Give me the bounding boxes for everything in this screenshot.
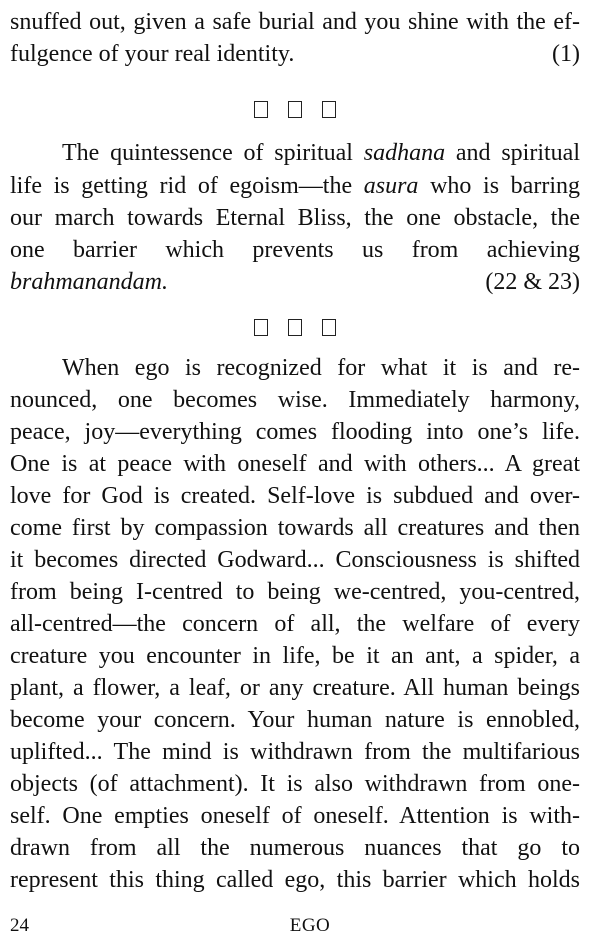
separator-box-icon	[254, 319, 268, 336]
separator-box-icon	[288, 319, 302, 336]
text-line	[10, 266, 580, 298]
text-line: plant, a flower, a leaf, or any creature. All human beings	[10, 675, 580, 701]
text-line: come first by compassion towards all creatures and then	[10, 515, 580, 541]
text-line: our march towards Eternal Bliss, the one obstacle, the	[10, 205, 580, 231]
text-line: one barrier which prevents us from achieving	[10, 237, 580, 263]
italic-term: brahmanandam.	[10, 269, 169, 295]
text-fragment: The quintessence of spiritual	[62, 140, 364, 166]
italic-term: asura	[363, 173, 419, 199]
text-line: peace, joy—everything comes flooding into one’s life.	[10, 419, 580, 445]
section-separator	[10, 96, 580, 120]
text-line: it becomes directed Godward... Consciousness is shifted	[10, 547, 580, 573]
text-line: When ego is recognized for what it is and re-	[62, 355, 580, 381]
section-separator	[10, 314, 580, 338]
separator-box-icon	[322, 319, 336, 336]
book-page	[10, 0, 580, 952]
separator-box-icon	[322, 101, 336, 118]
text-line: nounced, one becomes wise. Immediately harmony,	[10, 387, 580, 413]
separator-box-icon	[288, 101, 302, 118]
text-line: represent this thing called ego, this barrier which holds	[10, 867, 580, 893]
text-line: objects (of attachment). It is also withdrawn from one-	[10, 771, 580, 797]
reference-number: (22 & 23)	[485, 269, 580, 295]
page-number: 24	[10, 915, 29, 936]
text-line: love for God is created. Self-love is subdued and over-	[10, 483, 580, 509]
text-fragment: life is getting rid of egoism—the	[10, 173, 364, 199]
text-line: snuffed out, given a safe burial and you shine with the ef-	[10, 9, 580, 35]
text-line	[10, 38, 580, 70]
separator-box-icon	[254, 101, 268, 118]
text-line: become your concern. Your human nature is ennobled,	[10, 707, 580, 733]
running-title: EGO	[289, 915, 331, 936]
text-line-content: fulgence of your real identity.	[10, 41, 295, 67]
text-line: all-centred—the concern of all, the welfare of every	[10, 611, 580, 637]
text-fragment: who is barring	[418, 173, 580, 199]
text-line	[10, 170, 580, 202]
text-line: self. One empties oneself of oneself. Attention is with-	[10, 803, 580, 829]
text-fragment: and spiritual	[445, 140, 581, 166]
text-line: drawn from all the numerous nuances that go to	[10, 835, 580, 861]
text-line: uplifted... The mind is withdrawn from the multifarious	[10, 739, 580, 765]
italic-term: sadhana	[363, 140, 446, 166]
reference-number: (1)	[552, 41, 580, 67]
text-line: from being I-centred to being we-centred, you-centred,	[10, 579, 580, 605]
text-line: One is at peace with oneself and with others... A great	[10, 451, 580, 477]
text-line: creature you encounter in life, be it an ant, a spider, a	[10, 643, 580, 669]
text-line	[10, 137, 580, 169]
